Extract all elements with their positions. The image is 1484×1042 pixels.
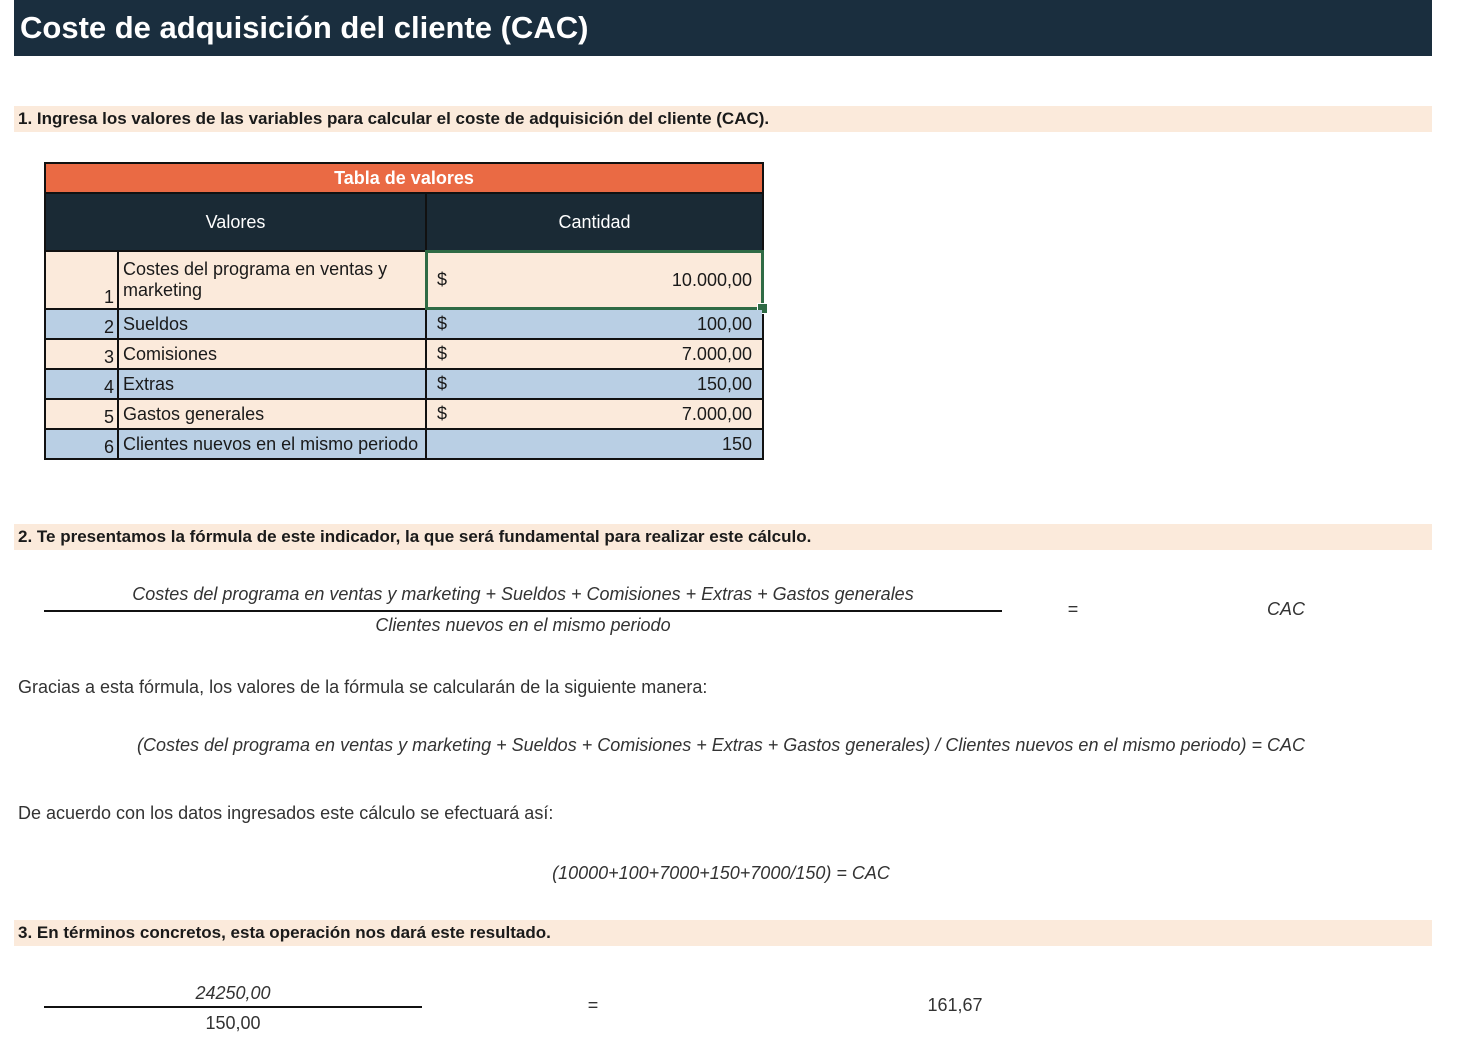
currency-symbol: $ (437, 403, 448, 424)
column-header-values: Valores (45, 193, 426, 251)
row-label: Extras (118, 369, 426, 399)
table-row (45, 369, 763, 399)
formula-fraction-line (44, 610, 1002, 612)
amount-cell[interactable] (426, 399, 763, 429)
amount-value: 10.000,00 (671, 269, 752, 290)
table-caption: Tabla de valores (45, 163, 763, 193)
formula-numerator: Costes del programa en ventas y marketing + Sueldos + Comisiones + Extras + Gastos generales (132, 584, 914, 604)
currency-symbol: $ (437, 269, 448, 290)
currency-symbol: $ (437, 343, 448, 364)
row-label: Clientes nuevos en el mismo periodo (118, 429, 426, 459)
values-table (44, 162, 764, 460)
amount-cell[interactable] (426, 369, 763, 399)
row-number: 6 (45, 429, 118, 459)
table-row (45, 429, 763, 459)
result-equals: = (587, 995, 599, 1015)
formula-inline-text: (Costes del programa en ventas y marketing + Sueldos + Comisiones + Extras + Gastos generales) / Clientes nuevos en el mismo periodo) = CAC (136, 735, 1306, 755)
result-denominator: 150,00 (205, 1013, 261, 1033)
column-header-quantity: Cantidad (426, 193, 763, 251)
row-number: 2 (45, 309, 118, 339)
formula-equals: = (1067, 599, 1079, 619)
row-number: 3 (45, 339, 118, 369)
formula-result-label: CAC (1266, 599, 1305, 619)
row-label: Costes del programa en ventas y marketing (118, 251, 426, 309)
formula-denominator: Clientes nuevos en el mismo periodo (375, 615, 671, 635)
table-row (45, 309, 763, 339)
amount-value: 7.000,00 (681, 343, 752, 364)
row-number: 5 (45, 399, 118, 429)
row-number: 1 (45, 251, 118, 309)
section-2-header: 2. Te presentamos la fórmula de este indicador, la que será fundamental para realizar este cálculo. (14, 524, 1432, 550)
amount-cell[interactable] (426, 309, 763, 339)
amount-cell[interactable] (426, 339, 763, 369)
formula-intro-text: Gracias a esta fórmula, los valores de la fórmula se calcularán de la siguiente manera: (18, 677, 708, 697)
table-row (45, 251, 763, 309)
currency-symbol: $ (437, 373, 448, 394)
table-row (45, 339, 763, 369)
currency-symbol: $ (437, 313, 448, 334)
result-numerator: 24250,00 (195, 983, 271, 1003)
row-label: Sueldos (118, 309, 426, 339)
amount-value: 100,00 (696, 313, 752, 334)
amount-value: 150,00 (696, 373, 752, 394)
row-number: 4 (45, 369, 118, 399)
page-title: Coste de adquisición del cliente (CAC) (14, 0, 1432, 56)
result-value: 161,67 (927, 995, 983, 1015)
section-3-header: 3. En términos concretos, esta operación nos dará este resultado. (14, 920, 1432, 946)
section-1-header: 1. Ingresa los valores de las variables para calcular el coste de adquisición del cliente (CAC). (14, 106, 1432, 132)
row-label: Comisiones (118, 339, 426, 369)
table-row (45, 399, 763, 429)
row-label: Gastos generales (118, 399, 426, 429)
amount-cell[interactable] (426, 251, 763, 309)
data-inline-text: (10000+100+7000+150+7000/150) = CAC (552, 863, 890, 883)
amount-value: 150 (721, 433, 752, 454)
result-fraction-line (44, 1006, 422, 1008)
amount-value: 7.000,00 (681, 403, 752, 424)
data-intro-text: De acuerdo con los datos ingresados este cálculo se efectuará así: (18, 803, 554, 823)
amount-cell[interactable] (426, 429, 763, 459)
